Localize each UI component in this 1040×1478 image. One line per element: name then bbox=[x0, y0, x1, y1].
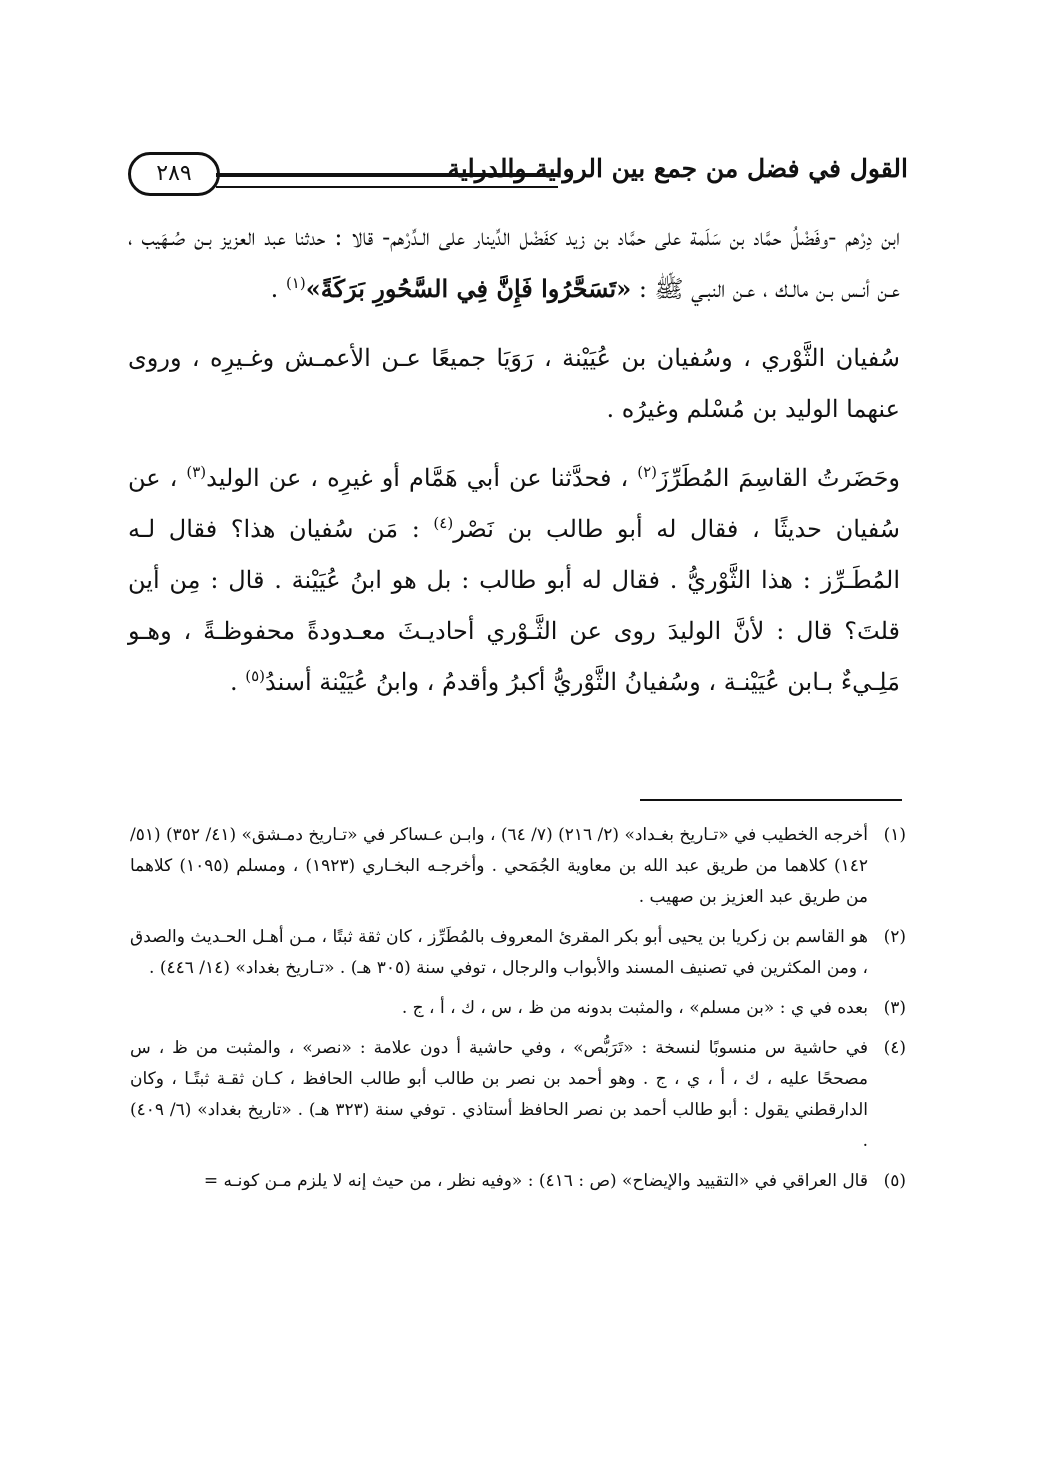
footnote-4 bbox=[130, 1033, 906, 1157]
running-title: القول في فضل من جمع بين الرواية والدراية bbox=[447, 154, 908, 183]
footnote-number: (٣) bbox=[883, 998, 906, 1018]
paragraph-2: سُفيان الثَّوْري ، وسُفيان بن عُيَيْنة ، رَوَيَا جميعًا عـن الأعمـش وغـيرِه ، وروى عنهما الوليد بن مُسْلم وغيرُه . bbox=[128, 344, 900, 423]
page-number: ٢٨٩ bbox=[128, 152, 220, 196]
page-header bbox=[128, 148, 908, 204]
footnote-text: هو القاسم بن زكريا بن يحيى أبو بكر المقرئ المعروف بالمُطَرِّز ، كان ثقة ثبتًا ، مـن أهـل الحـديث والصدق ، ومن المكثرين في تصنيف المسند والأبواب والرجال ، توفي سنة (٣٠٥ هـ) . «تـاريخ بغداد» (١٤/ ٤٤٦) . bbox=[130, 927, 868, 978]
paragraph-1-tail: . bbox=[270, 275, 286, 303]
footnotes bbox=[130, 820, 906, 1206]
footnote-ref-5[interactable]: (٥) bbox=[245, 667, 266, 685]
footnote-number: (٤) bbox=[883, 1038, 906, 1058]
hadith-quote: «تَسَحَّرُوا فَإِنَّ فِي السَّحُورِ بَرَكَةً» bbox=[305, 274, 632, 303]
footnote-ref-3[interactable]: (٣) bbox=[186, 463, 207, 481]
header-rule bbox=[216, 173, 558, 188]
paragraph-1 bbox=[128, 212, 900, 315]
footnote-number: (٥) bbox=[883, 1171, 906, 1191]
footnote-ref-1[interactable]: (١) bbox=[285, 274, 306, 292]
footnote-5 bbox=[130, 1166, 906, 1197]
footnote-3 bbox=[130, 993, 906, 1024]
paragraph-3-part-3: ، عن سُفيان حديثًا ، فقال له أبو طالب بن نَصْر bbox=[128, 464, 900, 543]
footnote-separator bbox=[640, 799, 902, 801]
footnote-text: قال العراقي في «التقييد والإيضاح» (ص : ٤١٦) : «وفيه نظر ، من حيث إنه لا يلزم مـن كونـه = bbox=[203, 1171, 868, 1191]
footnote-number: (٢) bbox=[883, 927, 906, 947]
paragraph-3-part-4: : مَن سُفيان هذا؟ فقال لـه المُطَـرِّز : هذا الثَّوْريُّ . فقال له أبو طالب : بل هو ابنُ عُيَيْنة . قال : مِن أين قلتَ؟ قال : لأنَّ الوليدَ روى عن الثَّـوْري أحاديـثَ معـدودةً محفوظـةً ، وهـو مَلِـيءٌ بـابن عُيَيْنـة ، وسُفيانُ الثَّوْريُّ أكبرُ وأقدمُ ، وابنُ عُيَيْنة أسندُ bbox=[128, 515, 900, 696]
paragraph-1-text: ابن دِرْهم -وفَضْلُ حمَّاد بن سَلَمة على حمَّاد بن زيد كفَضْل الدِّينار على الـدِّرْهم- قالا : حدثنا عبد العزيز بـن صُـهَيب ، عـن أنـس بـن مالـك ، عـن النبـي ﷺ : bbox=[128, 223, 900, 303]
paragraph-3-part-5: . bbox=[229, 668, 246, 696]
paragraph-3-part-1: وحَضَرتُ القاسِمَ المُطَرِّزَ bbox=[657, 464, 900, 492]
footnote-text: في حاشية س منسوبًا لنسخة : «تَرَبُّص» ، وفي حاشية أ دون علامة : «نصر» ، والمثبت من ظ ، س مصححًا عليه ، ك ، أ ، ي ، ج . وهو أحمد بن نصر بن طالب أبو طالب الحافظ ، كـان ثقـة ثبتًـا ، وكان الدارقطني يقول : أبو طالب أحمد بن نصر الحافظ أستاذي . توفي سنة (٣٢٣ هـ) . «تاريخ بغداد» (٦/ ٤٠٩) . bbox=[130, 1038, 868, 1151]
footnote-text: أخرجه الخطيب في «تـاريخ بغـداد» (٢/ ٢١٦) (٧/ ٦٤) ، وابـن عـساكر في «تـاريخ دمـشق» (٤١/ ٣٥٢) (٥١/ ١٤٢) كلاهما من طريق عبد الله بن معاوية الجُمَحي . وأخرجـه البخـاري (١٩٢٣) ، ومسلم (١٠٩٥) كلاهما من طريق عبد العزيز بن صهيب . bbox=[130, 825, 868, 907]
footnote-ref-4[interactable]: (٤) bbox=[433, 514, 454, 532]
paragraph-3 bbox=[128, 453, 900, 708]
footnote-text: بعده في ي : «بن مسلم» ، والمثبت بدونه من ظ ، س ، ك ، أ ، ج . bbox=[401, 998, 868, 1018]
footnote-1 bbox=[130, 820, 906, 913]
paragraph-3-part-2: ، فحدَّثنا عن أبي هَمَّام أو غيرِه ، عن الوليد bbox=[206, 464, 638, 492]
main-text bbox=[128, 212, 900, 708]
footnote-2 bbox=[130, 922, 906, 984]
footnote-number: (١) bbox=[883, 825, 906, 845]
footnote-ref-2[interactable]: (٢) bbox=[637, 463, 657, 481]
